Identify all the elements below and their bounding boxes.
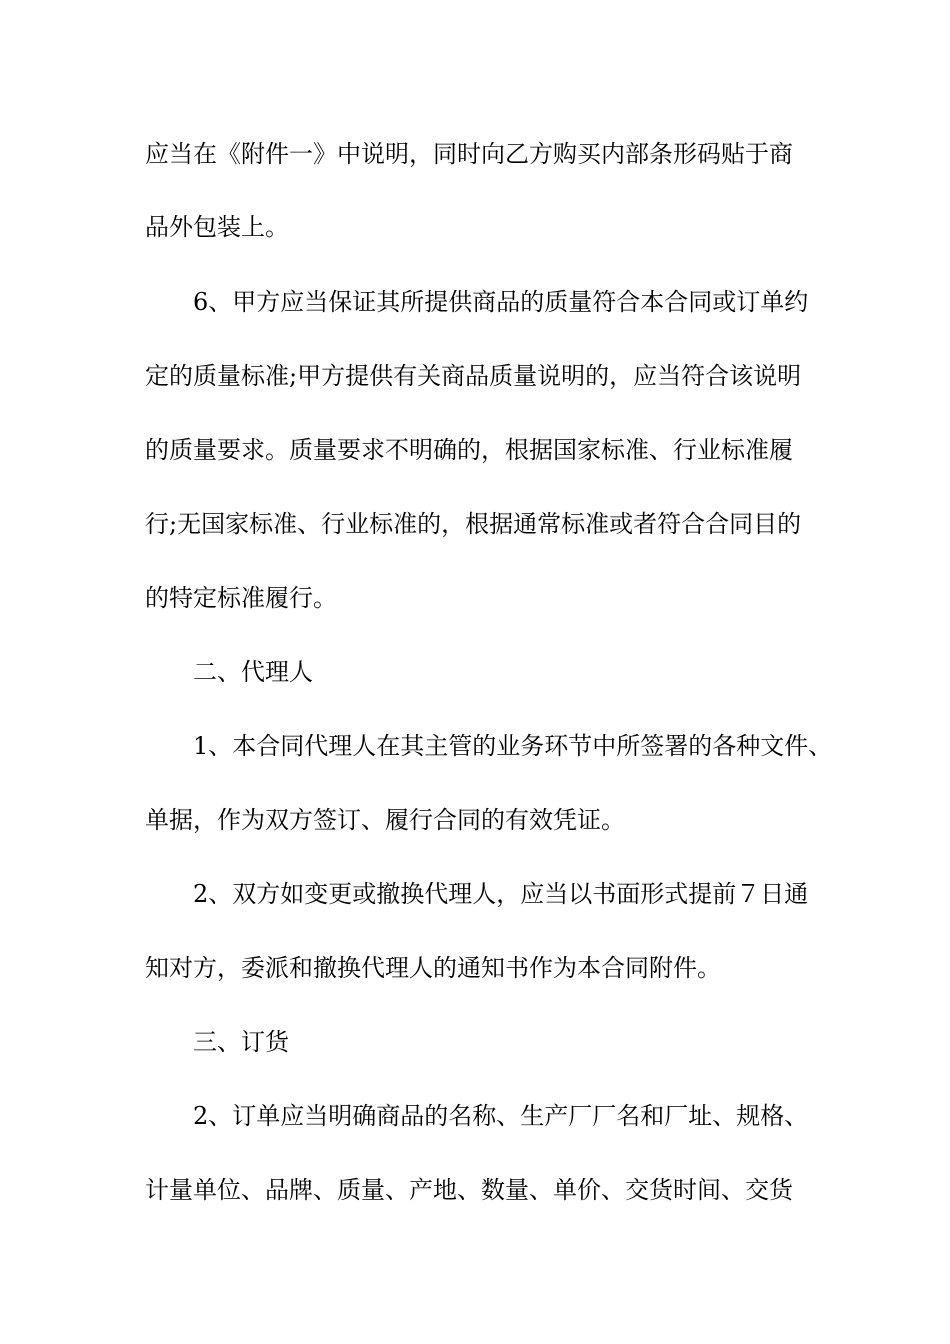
text-line: 单据，作为双方签订、履行合同的有效凭证。 [145,806,625,834]
text-line: 知对方，委派和撤换代理人的通知书作为本合同附件。 [145,954,721,982]
text-line: 定的质量标准;甲方提供有关商品质量说明的，应当符合该说明 [145,362,802,390]
section-heading: 二、代理人 [193,658,313,686]
paragraph-start-line: 1、本合同代理人在其主管的业务环节中所签署的各种文件、 [193,732,833,760]
text-line: 计量单位、品牌、质量、产地、数量、单价、交货时间、交货 [145,1176,793,1204]
text-line: 应当在《附件一》中说明，同时向乙方购买内部条形码贴于商 [145,140,793,168]
section-heading: 三、订货 [193,1028,289,1056]
text-line: 的质量要求。质量要求不明确的，根据国家标准、行业标准履 [145,436,793,464]
text-line: 行;无国家标准、行业标准的，根据通常标准或者符合合同目的 [145,510,802,538]
paragraph-start-line: 2、订单应当明确商品的名称、生产厂厂名和厂址、规格、 [193,1102,809,1130]
text-line: 品外包装上。 [145,213,289,241]
paragraph-start-line: 2、双方如变更或撤换代理人，应当以书面形式提前７日通 [193,880,809,908]
text-line: 的特定标准履行。 [145,584,337,612]
paragraph-start-line: 6、甲方应当保证其所提供商品的质量符合本合同或订单约 [193,288,809,316]
